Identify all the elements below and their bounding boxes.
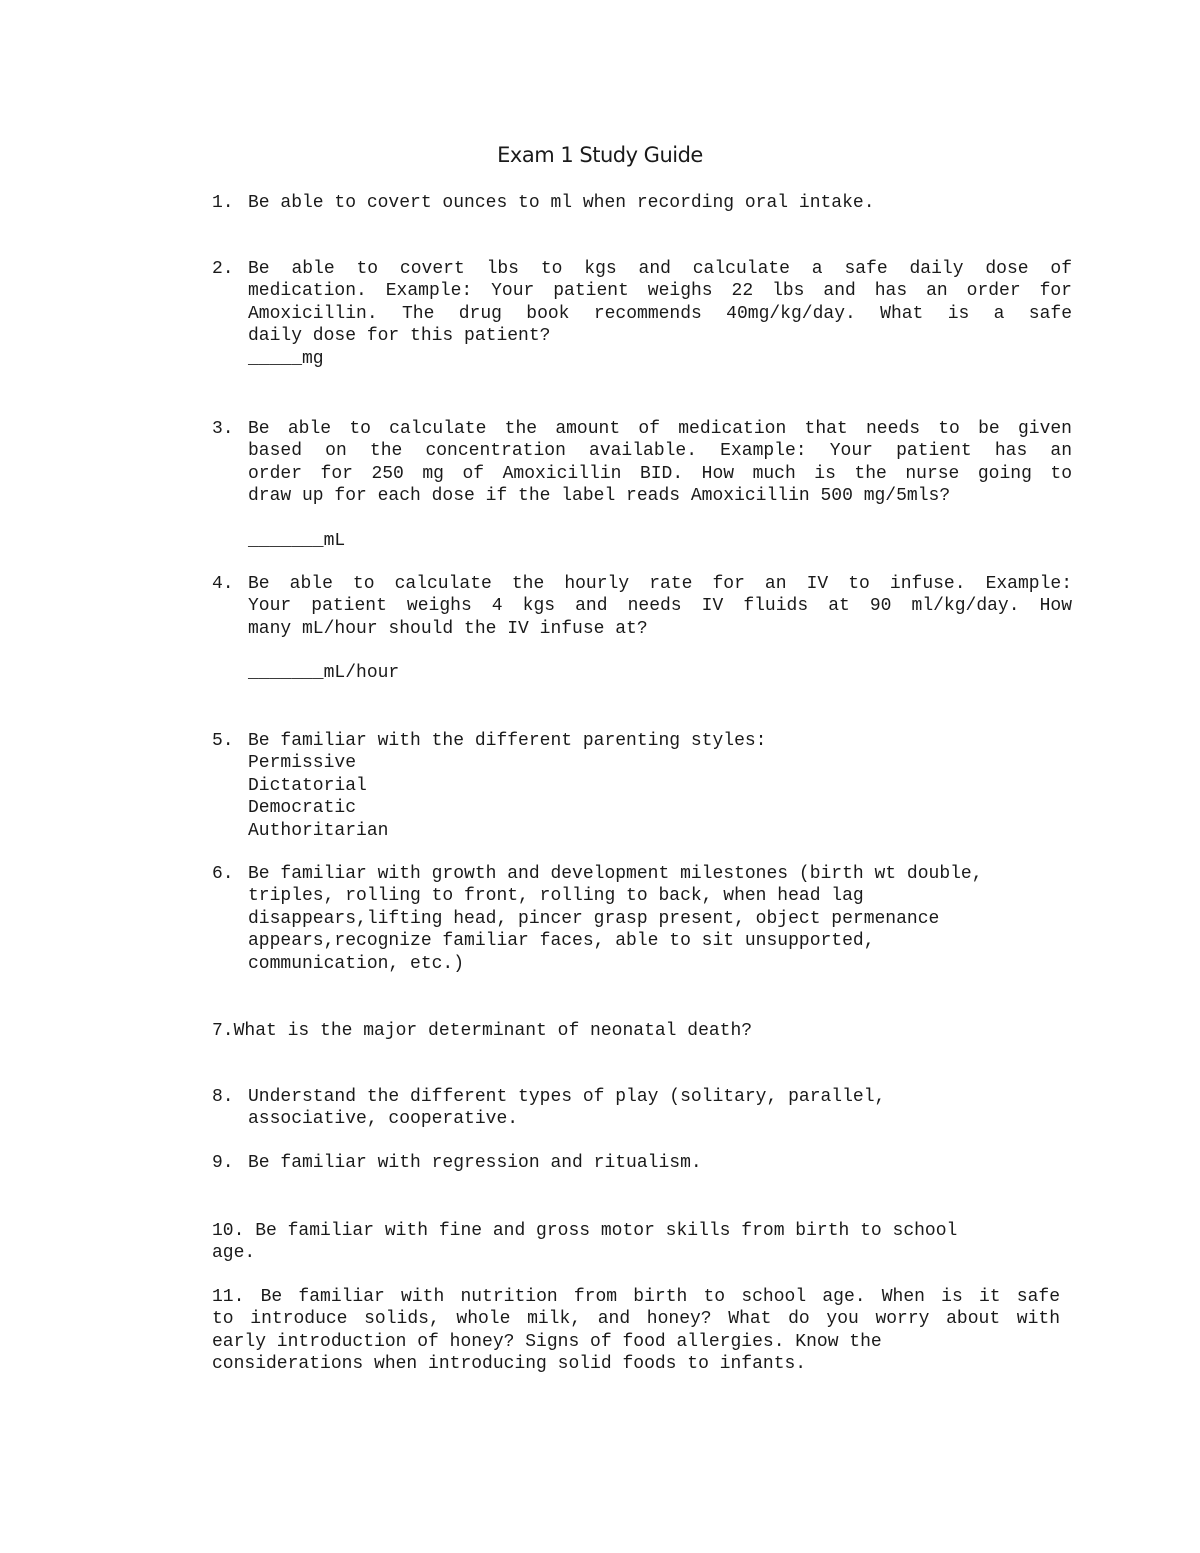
- answer-blank: _______mL: [248, 531, 346, 551]
- question-8: [212, 1086, 1072, 1131]
- page-title: Exam 1 Study Guide: [497, 143, 703, 167]
- question-6: [212, 863, 1072, 975]
- question-2: [212, 258, 1072, 370]
- question-text-line: Your patient weighs 4 kgs and needs IV fluids at 90 ml/kg/day. How: [248, 596, 1072, 617]
- question-number: 4.: [212, 574, 234, 594]
- answer-blank: _______mL/hour: [248, 663, 400, 683]
- question-9: [212, 1152, 1072, 1174]
- question-text-line: considerations when introducing solid foods to infants.: [212, 1354, 807, 1375]
- question-text: Be able to covert ounces to ml when recording oral intake.: [248, 193, 875, 213]
- question-text-line: many mL/hour should the IV infuse at?: [248, 618, 648, 639]
- question-7: [212, 1020, 1060, 1042]
- parenting-style-item: Authoritarian: [248, 820, 389, 841]
- question-number: 1.: [212, 193, 234, 213]
- question-text: 7.What is the major determinant of neonatal death?: [212, 1021, 753, 1041]
- question-text-line: triples, rolling to front, rolling to back, when head lag: [248, 886, 864, 907]
- question-text-line: appears,recognize familiar faces, able to sit unsupported,: [248, 931, 875, 952]
- question-text-line: order for 250 mg of Amoxicillin BID. How much is the nurse going to: [248, 463, 1072, 484]
- question-10: [212, 1220, 1060, 1265]
- question-number: 9.: [212, 1153, 234, 1173]
- question-text-line: associative, cooperative.: [248, 1109, 519, 1130]
- question-text-line: early introduction of honey? Signs of food allergies. Know the: [212, 1331, 882, 1352]
- question-number: 6.: [212, 864, 234, 884]
- question-text-line: based on the concentration available. Example: Your patient has an: [248, 441, 1072, 462]
- question-text-line: Be familiar with growth and development milestones (birth wt double,: [248, 864, 983, 884]
- question-text: Be familiar with regression and ritualism.: [248, 1153, 702, 1173]
- question-3: [212, 418, 1072, 508]
- parenting-style-item: Dictatorial: [248, 775, 367, 796]
- question-1: [212, 192, 1072, 214]
- question-text-line: draw up for each dose if the label reads Amoxicillin 500 mg/5mls?: [248, 486, 951, 507]
- parenting-style-item: Permissive: [248, 753, 357, 774]
- question-text-line: age.: [212, 1243, 256, 1264]
- question-number: 8.: [212, 1087, 234, 1107]
- question-text-line: 11. Be familiar with nutrition from birth to school age. When is it safe: [212, 1287, 1060, 1307]
- question-4: [212, 573, 1072, 640]
- question-number: 2.: [212, 259, 234, 279]
- question-text-line: medication. Example: Your patient weighs 22 lbs and has an order for: [248, 281, 1072, 302]
- question-number: 5.: [212, 731, 234, 751]
- question-text-line: Be able to covert lbs to kgs and calculate a safe daily dose of: [248, 259, 1072, 279]
- question-number: 3.: [212, 419, 234, 439]
- parenting-style-item: Democratic: [248, 798, 357, 819]
- question-text-line: Amoxicillin. The drug book recommends 40mg/kg/day. What is a safe: [248, 303, 1072, 324]
- answer-blank: _____mg: [248, 348, 324, 369]
- question-text-line: communication, etc.): [248, 953, 465, 974]
- question-text-line: Understand the different types of play (solitary, parallel,: [248, 1087, 886, 1107]
- question-text-line: Be able to calculate the amount of medication that needs to be given: [248, 419, 1072, 439]
- question-text-line: to introduce solids, whole milk, and honey? What do you worry about with: [212, 1309, 1060, 1330]
- question-text-line: daily dose for this patient?: [248, 326, 551, 347]
- question-text-line: 10. Be familiar with fine and gross motor skills from birth to school: [212, 1221, 958, 1241]
- question-text: Be familiar with the different parenting styles:: [248, 731, 767, 751]
- question-text-line: disappears,lifting head, pincer grasp present, object permenance: [248, 908, 940, 929]
- question-text-line: Be able to calculate the hourly rate for an IV to infuse. Example:: [248, 574, 1072, 594]
- question-5: [212, 730, 1072, 842]
- question-11: [212, 1286, 1060, 1376]
